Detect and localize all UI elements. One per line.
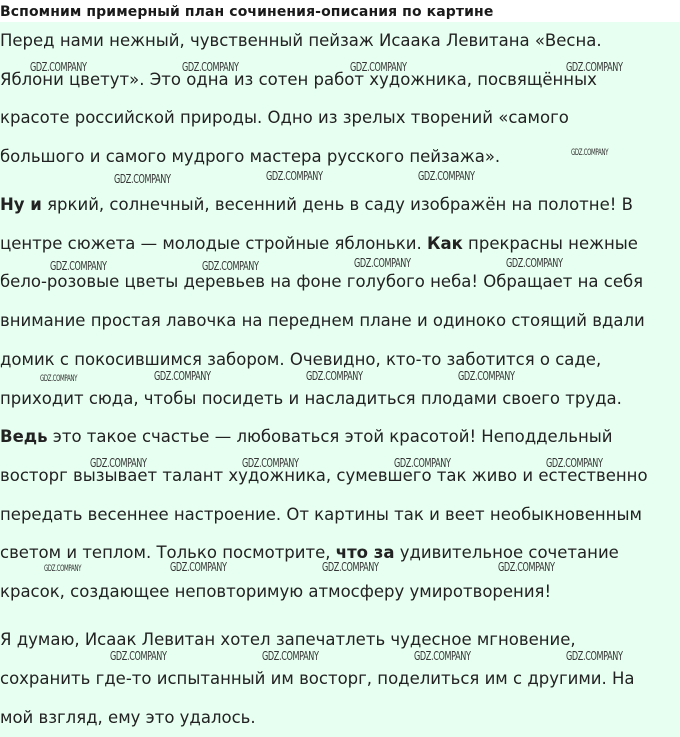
watermark: GDZ.COMPANY xyxy=(418,168,475,183)
watermark: GDZ.COMPANY xyxy=(262,648,319,663)
watermark: GDZ.COMPANY xyxy=(566,648,623,663)
watermark: GDZ.COMPANY xyxy=(154,368,211,383)
watermark: GDZ.COMPANY xyxy=(350,59,407,74)
essay-line: Яблони цветут». Это одна из сотен работ художника, посвящённых xyxy=(0,70,597,89)
essay-line: приходит сюда, чтобы посидеть и насладиться плодами своего труда. xyxy=(0,389,622,408)
watermark: GDZ.COMPANY xyxy=(50,258,107,273)
watermark: GDZ.COMPANY xyxy=(30,59,87,74)
essay-line: внимание простая лавочка на переднем плане и одиноко стоящий вдали xyxy=(0,311,645,330)
essay-line: Ну и яркий, солнечный, весенний день в саду изображён на полотне! В xyxy=(0,195,633,214)
watermark: GDZ.COMPANY xyxy=(242,455,299,470)
watermark: GDZ.COMPANY xyxy=(394,455,451,470)
essay-line: красок, создающее неповторимую атмосферу умиротворения! xyxy=(0,582,552,601)
watermark: GDZ.COMPANY xyxy=(354,255,411,270)
essay-line: красоте российской природы. Одно из зрелых творений «самого xyxy=(0,108,569,127)
essay-line: бело-розовые цветы деревьев на фоне голубого неба! Обращает на себя xyxy=(0,272,644,291)
essay-line: передать весеннее настроение. От картины так и веет необыкновенным xyxy=(0,505,642,524)
essay-line: восторг вызывает талант художника, сумевшего так живо и естественно xyxy=(0,466,648,485)
watermark: GDZ.COMPANY xyxy=(506,255,563,270)
essay-line: большого и самого мудрого мастера русского пейзажа». xyxy=(0,147,501,166)
essay-line: светом и теплом. Только посмотрите, что за удивительное сочетание xyxy=(0,543,619,562)
top-strip xyxy=(0,0,680,22)
watermark: GDZ.COMPANY xyxy=(90,455,147,470)
essay-panel xyxy=(0,22,680,737)
essay-line: Ведь это такое счастье — любоваться этой красотой! Неподдельный xyxy=(0,427,613,446)
emphasis: Как xyxy=(426,234,463,253)
essay-line: мой взгляд, ему это удалось. xyxy=(0,708,256,727)
essay-line: Я думаю, Исаак Левитан хотел запечатлеть чудесное мгновение, xyxy=(0,630,576,649)
watermark: GDZ.COMPANY xyxy=(306,368,363,383)
emphasis: Ну и xyxy=(0,195,42,214)
essay-line: сохранить где-то испытанный им восторг, поделиться им с другими. На xyxy=(0,669,635,688)
watermark: GDZ.COMPANY xyxy=(414,648,471,663)
emphasis: что за xyxy=(335,543,395,562)
watermark: GDZ.COMPANY xyxy=(566,59,623,74)
watermark: GDZ.COMPANY xyxy=(114,171,171,186)
watermark: GDZ.COMPANY xyxy=(322,559,379,574)
section-heading: Вспомним примерный план сочинения-описания по картине xyxy=(0,4,494,20)
watermark: GDZ.COMPANY xyxy=(202,258,259,273)
emphasis: Ведь xyxy=(0,427,48,446)
watermark: GDZ.COMPANY xyxy=(498,559,555,574)
essay-line: центре сюжета — молодые стройные яблоньки. Как прекрасны нежные xyxy=(0,234,638,253)
essay-line: домик с покосившимся забором. Очевидно, кто-то заботится о саде, xyxy=(0,350,602,369)
watermark: GDZ.COMPANY xyxy=(110,648,167,663)
watermark: GDZ.COMPANY xyxy=(182,59,239,74)
watermark: GDZ.COMPANY xyxy=(546,455,603,470)
watermark: GDZ.COMPANY xyxy=(458,368,515,383)
watermark: GDZ.COMPANY xyxy=(266,168,323,183)
watermark: GDZ.COMPANY xyxy=(44,564,82,574)
watermark: GDZ.COMPANY xyxy=(40,374,78,384)
essay-line: Перед нами нежный, чувственный пейзаж Исаака Левитана «Весна. xyxy=(0,31,602,50)
watermark: GDZ.COMPANY xyxy=(571,148,609,158)
watermark: GDZ.COMPANY xyxy=(170,559,227,574)
